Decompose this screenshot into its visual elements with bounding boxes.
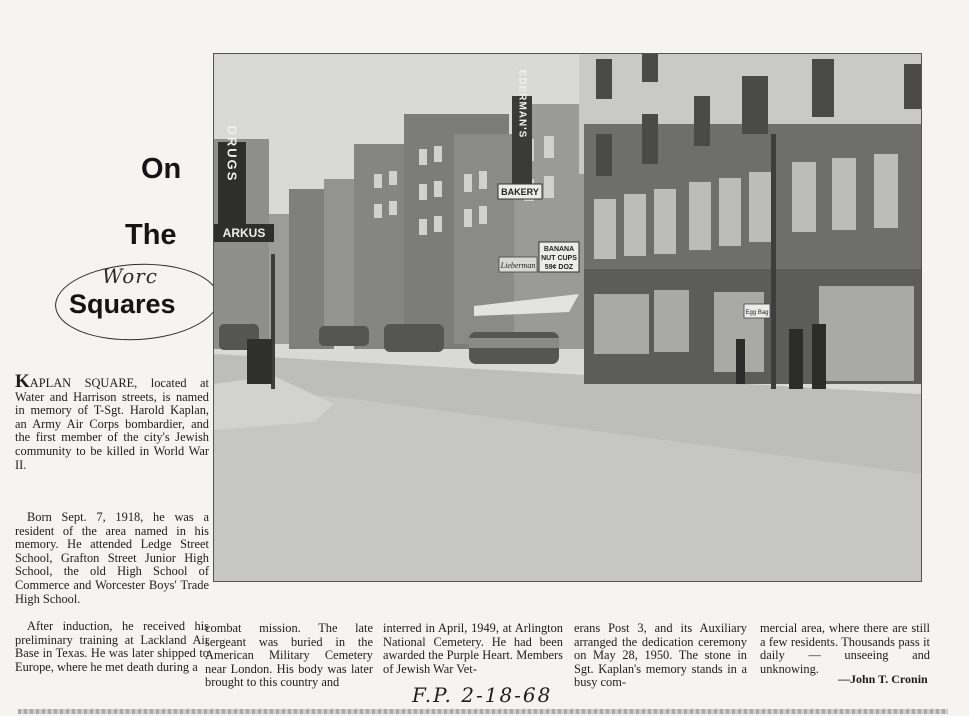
article-paragraph-1	[15, 371, 209, 472]
sign-banana: BANANA	[543, 246, 575, 253]
headline-on: On	[141, 153, 182, 185]
headline-the: The	[125, 219, 177, 251]
handwritten-date: F.P. 2-18-68	[412, 683, 553, 707]
street-photo	[213, 53, 922, 582]
sign-bakery: BAKERY	[501, 187, 539, 197]
article-paragraph-6: erans Post 3, and its Auxiliary arranged the dedication ceremony on May 28, 1950. The stone in Sgt. Kaplan's memory stands in a busy com-	[574, 621, 747, 690]
paragraph-1-text: APLAN SQUARE, located at Water and Harrison streets, is named in memory of T-Sgt. Harold Kaplan, an Army Air Corps bombardier, and the first member of the city's Jewish community to be killed in World War II.	[15, 376, 209, 472]
sign-arkus: ARKUS	[222, 226, 266, 240]
article-paragraph-7: mercial area, where there are still a few residents. Thousands pass it daily — unseeing and unknowing.	[760, 621, 930, 676]
handwritten-note: Worc	[102, 264, 159, 288]
article-paragraph-2: Born Sept. 7, 1918, he was a resident of the area named in his memory. He attended Ledge Street School, Grafton Street Junior High School, the old High School of Commerce and Worcester Boys' Trade High School.	[15, 510, 209, 606]
article-paragraph-5: interred in April, 1949, at Arlington National Cemetery. He had been awarded the Purple Heart. Members of Jewish War Vet-	[383, 621, 563, 676]
sign-nut-cups: NUT CUPS	[541, 255, 577, 262]
headline-squares: Squares	[69, 289, 176, 319]
sign-lieberman: Lieberman	[500, 261, 536, 270]
article-paragraph-4: combat mission. The late sergeant was buried in the American Military Cemetery near London. His body was later brought to this country and	[205, 621, 373, 690]
drop-cap: K	[15, 371, 30, 392]
sign-bakery-name: EDERMAN'S	[516, 69, 528, 139]
article-paragraph-3: After induction, he received his preliminary training at Lackland Air Base in Texas. He was later shipped to Europe, where he met death during a	[15, 619, 209, 674]
sign-price: 59¢ DOZ	[544, 264, 574, 271]
sign-drugs: DRUGS	[224, 125, 240, 183]
byline: —John T. Cronin	[838, 672, 928, 686]
scan-edge	[18, 709, 948, 714]
sign-egg-bag: Egg Bag	[745, 310, 769, 316]
